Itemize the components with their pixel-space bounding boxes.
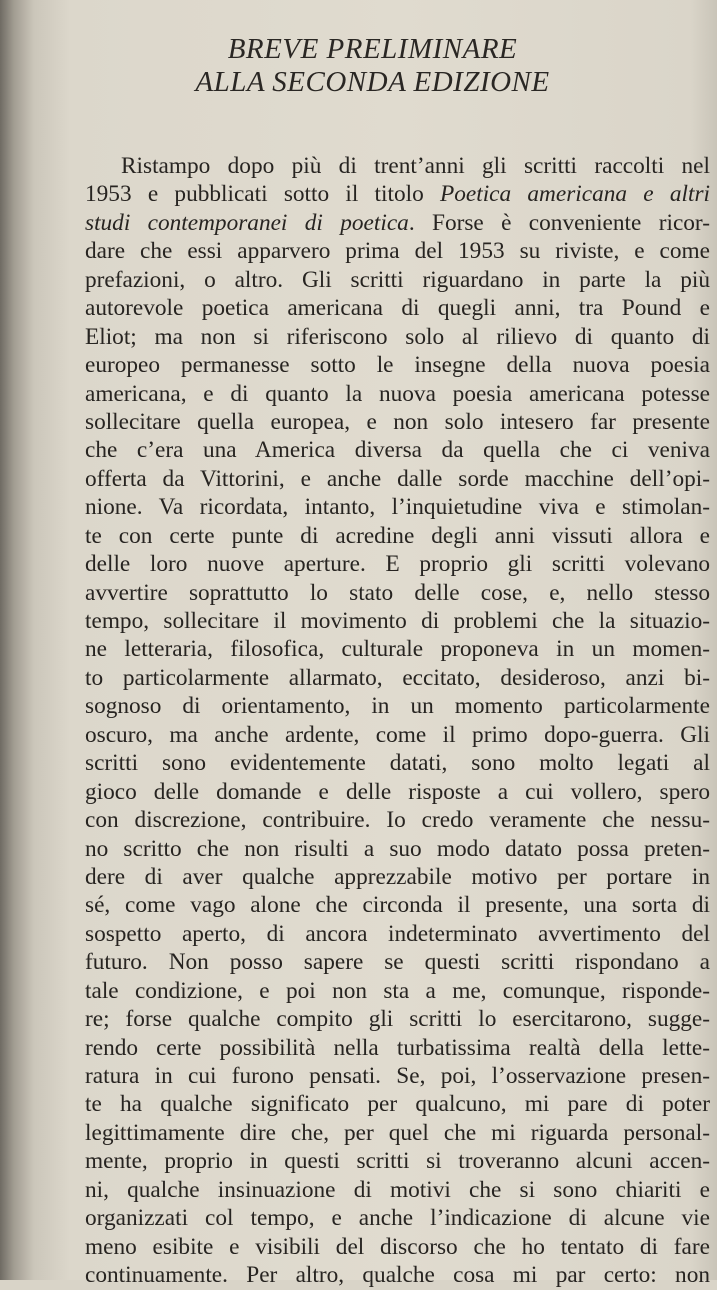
text-line: ni, qualche insinuazione di motivi che si sono chiariti e bbox=[85, 1176, 710, 1203]
text-line: oscuro, ma anche ardente, come il primo dopo-guerra. Gli bbox=[85, 721, 710, 748]
text-line: organizzati col tempo, e anche l’indicazione di alcune vie bbox=[85, 1205, 710, 1232]
text-line: americana, e di quanto la nuova poesia americana potesse bbox=[85, 380, 710, 407]
book-title-italic: studi contemporanei di poetica bbox=[85, 209, 409, 236]
text-line: re; forse qualche compito gli scritti lo esercitarono, sugge- bbox=[85, 1006, 710, 1033]
book-title-italic: Poetica americana e altri bbox=[440, 181, 710, 208]
text-line: avvertire soprattutto lo stato delle cose, e, nello stesso bbox=[85, 579, 710, 606]
text-line: europeo permanesse sotto le insegne della nuova poesia bbox=[85, 352, 710, 379]
text-line: continuamente. Per altro, qualche cosa mi par certo: non bbox=[85, 1262, 710, 1289]
text-segment: 1953 e pubblicati sotto il titolo bbox=[85, 181, 424, 208]
text-line: scritti sono evidentemente datati, sono molto legati al bbox=[85, 750, 710, 777]
text-line: sospetto aperto, di ancora indeterminato avvertimento del bbox=[85, 920, 710, 947]
text-line: delle loro nuove aperture. E proprio gli scritti volevano bbox=[85, 551, 710, 578]
text-line: tempo, sollecitare il movimento di problemi che la situazio- bbox=[85, 608, 710, 634]
text-line: no scritto che non risulti a suo modo datato possa preten- bbox=[85, 835, 710, 862]
text-segment: . Forse è conveniente ricor- bbox=[408, 209, 710, 236]
text-line: autorevole poetica americana di quegli anni, tra Pound e bbox=[85, 295, 710, 322]
text-line: sé, come vago alone che circonda il presente, una sorta di bbox=[85, 892, 710, 919]
text-line: dere di aver qualche apprezzabile motivo per portare in bbox=[85, 863, 710, 890]
text-line: te ha qualche significato per qualcuno, mi pare di poter bbox=[85, 1091, 710, 1118]
text-line: che c’era una America diversa da quella che ci veniva bbox=[85, 437, 710, 464]
text-line: mente, proprio in questi scritti si troveranno alcuni accen- bbox=[85, 1148, 710, 1175]
text-line bbox=[85, 209, 710, 237]
chapter-title-line-1: BREVE PRELIMINARE bbox=[227, 33, 518, 65]
text-line: legittimamente dire che, per quel che mi riguarda personal- bbox=[85, 1119, 710, 1146]
text-line: Ristampo dopo più di trent’anni gli scritti raccolti nel bbox=[121, 153, 710, 179]
text-line: rendo certe possibilità nella turbatissima realtà della lette- bbox=[85, 1034, 710, 1061]
text-line: con discrezione, contribuire. Io credo veramente che nessu- bbox=[85, 807, 710, 834]
text-line: gioco delle domande e delle risposte a cui vollero, spero bbox=[85, 778, 710, 805]
body-text bbox=[85, 152, 710, 1290]
text-line: Eliot; ma non si riferiscono solo al rilievo di quanto di bbox=[85, 323, 710, 350]
text-line: te con certe punte di acredine degli anni vissuti allora e bbox=[85, 522, 710, 549]
text-line: tale condizione, e poi non sta a me, comunque, risponde- bbox=[85, 977, 710, 1004]
text-line: dare che essi apparvero prima del 1953 su riviste, e come bbox=[85, 238, 710, 265]
chapter-title-line-2: ALLA SECONDA EDIZIONE bbox=[195, 66, 550, 98]
text-line: prefazioni, o altro. Gli scritti riguardano in parte la più bbox=[85, 266, 710, 293]
text-line: meno esibite e visibili del discorso che ho tentato di fare bbox=[85, 1233, 710, 1260]
text-line: sollecitare quella europea, e non solo intesero far presente bbox=[85, 408, 710, 435]
text-line: futuro. Non posso sapere se questi scritti rispondano a bbox=[85, 949, 710, 976]
text-line: ratura in cui furono pensati. Se, poi, l’osservazione presen- bbox=[85, 1063, 710, 1089]
text-line: ne letteraria, filosofica, culturale proponeva in un momen- bbox=[85, 636, 710, 663]
text-line: nione. Va ricordata, intanto, l’inquietudine viva e stimolan- bbox=[85, 494, 710, 521]
text-line: offerta da Vittorini, e anche dalle sorde macchine dell’opi- bbox=[85, 465, 710, 492]
text-line bbox=[85, 180, 710, 208]
text-line: sognoso di orientamento, in un momento particolarmente bbox=[85, 693, 710, 720]
text-line: to particolarmente allarmato, eccitato, desideroso, anzi bi- bbox=[85, 664, 710, 691]
